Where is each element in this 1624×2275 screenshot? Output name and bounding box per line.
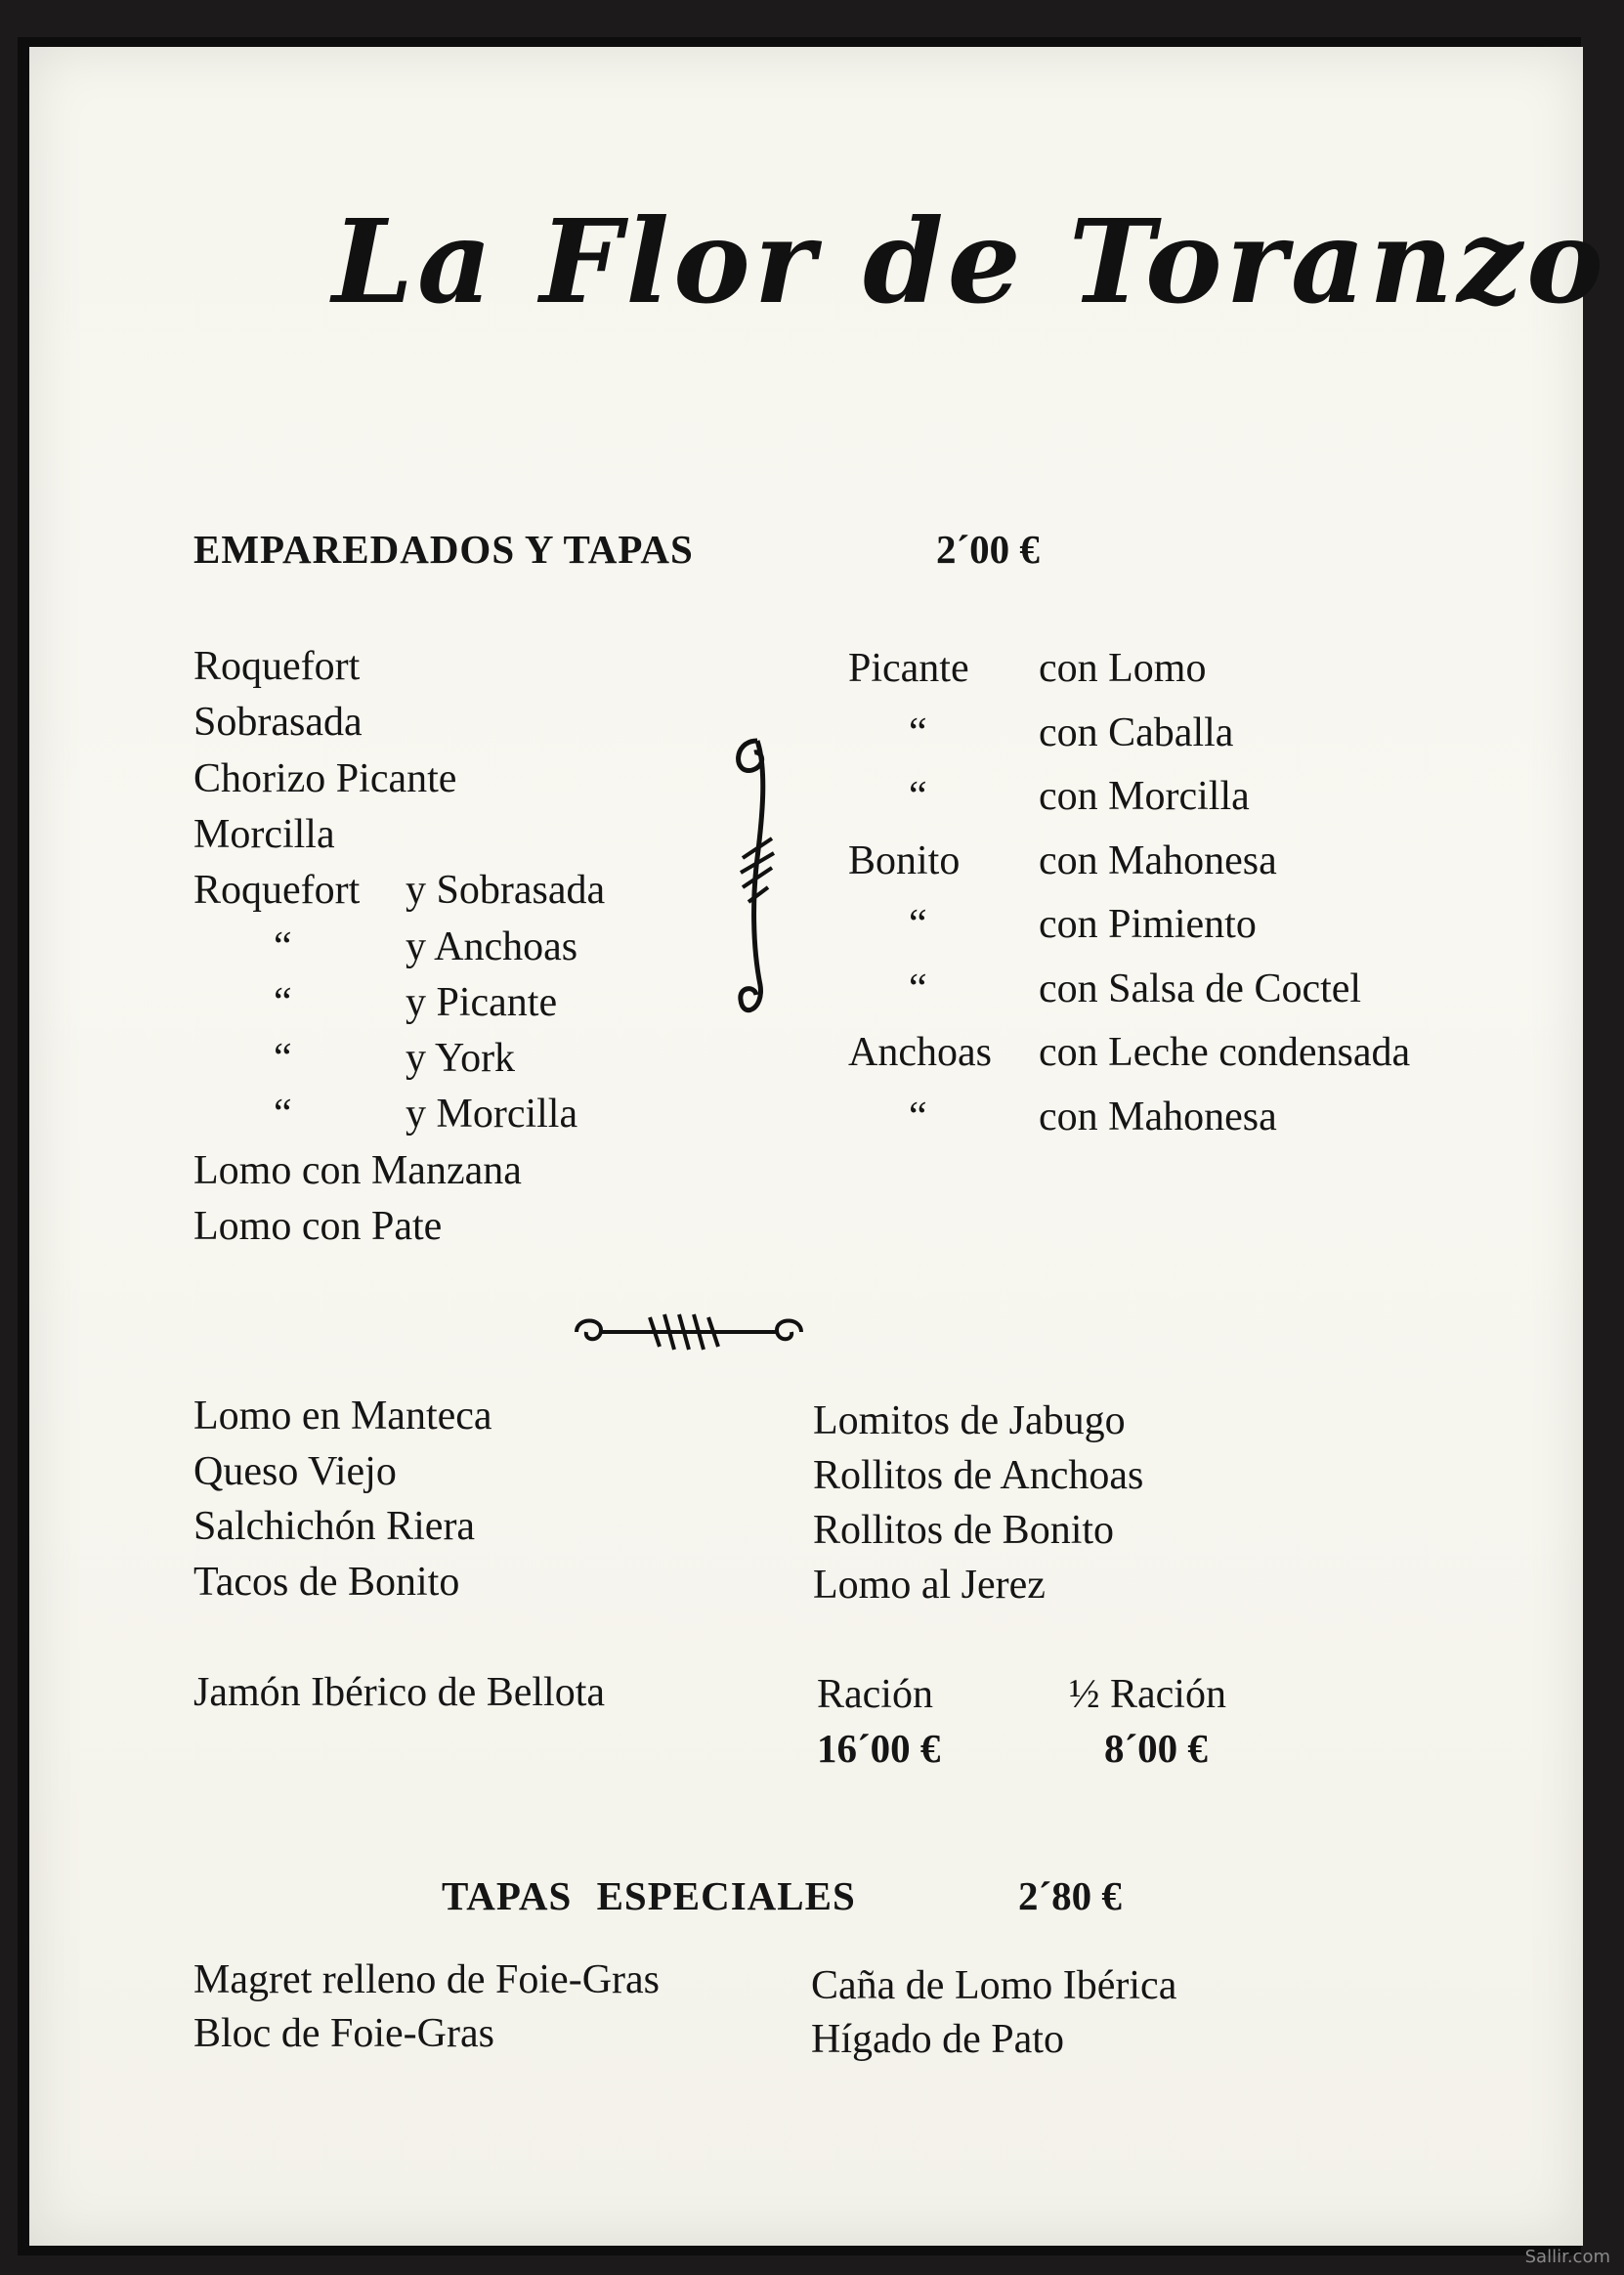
menu-item: Lomo en Manteca	[193, 1394, 492, 1438]
menu-item: Lomitos de Jabugo	[813, 1398, 1126, 1443]
menu-item-variant: con Pimiento	[1039, 902, 1257, 947]
menu-item-variant: y Morcilla	[406, 1092, 578, 1138]
racion-label: Ración	[817, 1672, 933, 1717]
horizontal-ornament	[567, 1303, 811, 1361]
section-price-emparedados: 2´00 €	[936, 527, 1040, 572]
media-racion-price: 8´00 €	[1104, 1726, 1208, 1771]
menu-item: Hígado de Pato	[811, 2017, 1064, 2062]
menu-item-name: Roquefort	[193, 868, 361, 914]
menu-item-name: “	[909, 709, 927, 755]
racion-price: 16´00 €	[817, 1726, 941, 1771]
menu-item-name: Lomo con Pate	[193, 1204, 443, 1249]
menu-item-name: Lomo con Manzana	[193, 1147, 522, 1193]
section-heading-especiales: TAPAS ESPECIALES	[442, 1873, 856, 1918]
menu-item-name: “	[274, 1036, 292, 1082]
menu-item-variant: con Caballa	[1039, 709, 1234, 755]
menu-item-name: Picante	[848, 646, 969, 691]
menu-item: Salchichón Riera	[193, 1504, 476, 1549]
menu-item-variant: y Anchoas	[406, 923, 578, 969]
menu-item: Tacos de Bonito	[193, 1559, 460, 1605]
menu-card	[29, 47, 1607, 2246]
watermark: Sallir.com	[1524, 2247, 1610, 2267]
menu-item-name: “	[909, 1094, 927, 1139]
menu-item-variant: y York	[406, 1036, 516, 1082]
menu-item-name: Roquefort	[193, 644, 361, 689]
menu-item-name: Morcilla	[193, 811, 335, 857]
menu-item-name: Bonito	[848, 837, 961, 883]
menu-item-name: Chorizo Picante	[193, 755, 457, 801]
section-heading-emparedados: EMPAREDADOS Y TAPAS	[193, 527, 694, 572]
menu-item: Rollitos de Anchoas	[813, 1453, 1144, 1498]
menu-item-name: “	[909, 774, 927, 819]
menu-item-variant: con Mahonesa	[1039, 1094, 1277, 1139]
menu-item: Rollitos de Bonito	[813, 1508, 1115, 1553]
menu-item: Lomo al Jerez	[813, 1563, 1046, 1608]
menu-item-name: “	[274, 979, 292, 1025]
menu-item-variant: y Picante	[406, 979, 558, 1025]
menu-item-name: Sobrasada	[193, 700, 363, 746]
menu-item: Caña de Lomo Ibérica	[811, 1963, 1177, 2008]
menu-item-variant: con Lomo	[1039, 646, 1207, 691]
menu-item-name: “	[909, 966, 927, 1011]
restaurant-title: La Flor de Toranzo	[332, 193, 1607, 329]
menu-item-variant: con Salsa de Coctel	[1039, 966, 1362, 1011]
menu-item-variant: y Sobrasada	[406, 868, 606, 914]
menu-item: Bloc de Foie-Gras	[193, 2011, 494, 2056]
media-racion-label: ½ Ración	[1069, 1672, 1226, 1717]
menu-item-variant: con Mahonesa	[1039, 837, 1277, 883]
menu-item-name: “	[274, 1092, 292, 1138]
menu-item-name: “	[274, 923, 292, 969]
menu-item-name: “	[909, 902, 927, 947]
menu-item-variant: con Morcilla	[1039, 774, 1250, 819]
menu-item-variant: con Leche condensada	[1039, 1030, 1411, 1075]
menu-item-name: Anchoas	[848, 1030, 992, 1075]
menu-item: Magret relleno de Foie-Gras	[193, 1957, 660, 2002]
vertical-scroll-ornament	[713, 731, 801, 1024]
section-price-especiales: 2´80 €	[1018, 1873, 1122, 1918]
jamon-item: Jamón Ibérico de Bellota	[193, 1670, 606, 1715]
menu-item: Queso Viejo	[193, 1448, 397, 1494]
